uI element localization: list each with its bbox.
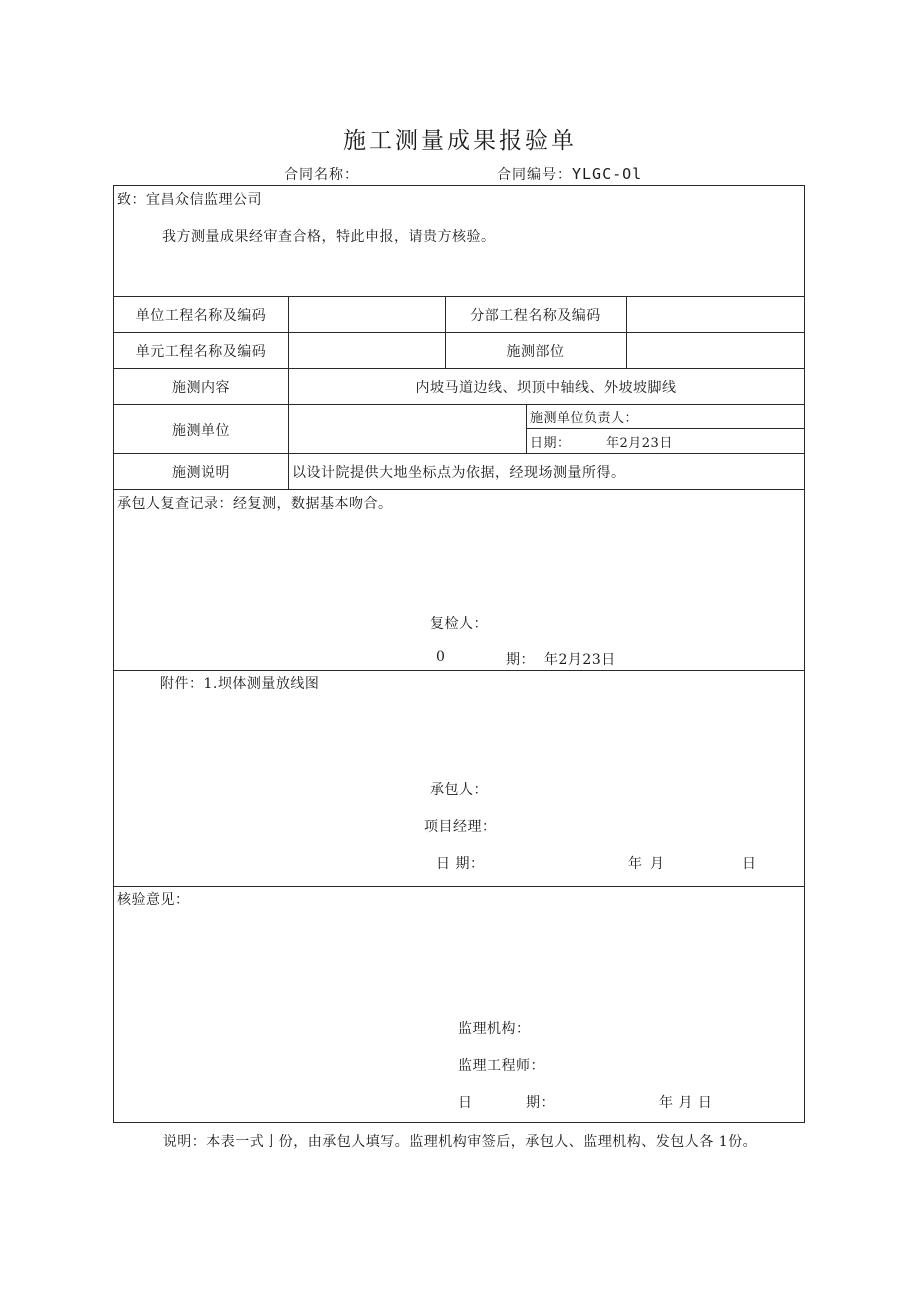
row-divider: [114, 886, 804, 887]
contractor-label: 承包人：: [430, 782, 488, 798]
contractor-review-record: 承包人复查记录：经复测，数据基本吻合。: [117, 496, 393, 512]
verification-date-value: 年 月 日: [659, 1095, 713, 1111]
survey-location-label: 施测部位: [506, 344, 565, 360]
row-divider: [114, 404, 804, 405]
row-divider: [114, 296, 804, 297]
footer-note: 说明：本表一式亅份，由承包人填写。监理机构审签后，承包人、监理机构、发包人各 1份。: [162, 1134, 758, 1150]
survey-content-value: 内坡马道边线、坝顶中轴线、外坡坡脚线: [415, 380, 677, 396]
addressee: 致：宜昌众信监理公司: [117, 192, 262, 208]
verification-label: 核验意见：: [117, 892, 190, 908]
attachment-date-year: 年: [628, 856, 643, 872]
unit-project-label: 单位工程名称及编码: [135, 308, 267, 324]
survey-head-label: 施测单位负责人：: [530, 411, 639, 426]
attachment-date-label: 日 期：: [436, 856, 485, 872]
survey-date-value: 年2月23日: [606, 436, 673, 451]
review-date-label: 期：: [506, 652, 535, 668]
element-project-label: 单元工程名称及编码: [135, 344, 267, 360]
project-manager-label: 项目经理：: [424, 819, 497, 835]
report-form: [113, 185, 805, 1123]
page-title: 施工测量成果报验单: [343, 128, 577, 154]
column-divider: [526, 404, 527, 453]
row-divider: [114, 332, 804, 333]
row-divider: [114, 670, 804, 671]
survey-date-label: 日期：: [530, 436, 571, 451]
contract-no: [497, 164, 642, 184]
attachment-date-day: 日: [742, 856, 757, 872]
row-divider: [114, 453, 804, 454]
review-date-value: 年2月23日: [544, 652, 616, 668]
attachment-date-month: 月: [650, 856, 665, 872]
row-divider: [526, 428, 804, 429]
contract-no-value: YLGC-Ol: [572, 165, 643, 183]
intro-text: 我方测量成果经审查合格，特此申报，请贵方核验。: [162, 229, 496, 245]
survey-note-label: 施测说明: [172, 465, 230, 481]
row-divider: [114, 368, 804, 369]
attachment-text: 附件：1.坝体测量放线图: [160, 676, 320, 692]
sub-project-label: 分部工程名称及编码: [470, 308, 601, 324]
survey-content-label: 施测内容: [172, 380, 230, 396]
supervision-engineer-label: 监理工程师：: [458, 1058, 545, 1074]
row-divider: [114, 489, 804, 490]
contract-name-label: 合同名称：: [284, 167, 359, 183]
column-divider: [626, 296, 627, 368]
verification-date-day-char: 日: [458, 1095, 473, 1111]
survey-unit-label: 施测单位: [172, 423, 230, 439]
rechecker-label: 复检人：: [430, 616, 488, 632]
contract-no-label: 合同编号：: [497, 167, 572, 183]
supervision-agency-label: 监理机构：: [458, 1021, 531, 1037]
survey-note-value: 以设计院提供大地坐标点为依据，经现场测量所得。: [292, 465, 626, 481]
review-date-prefix: 0: [436, 649, 446, 665]
verification-date-label: 期：: [526, 1095, 555, 1111]
